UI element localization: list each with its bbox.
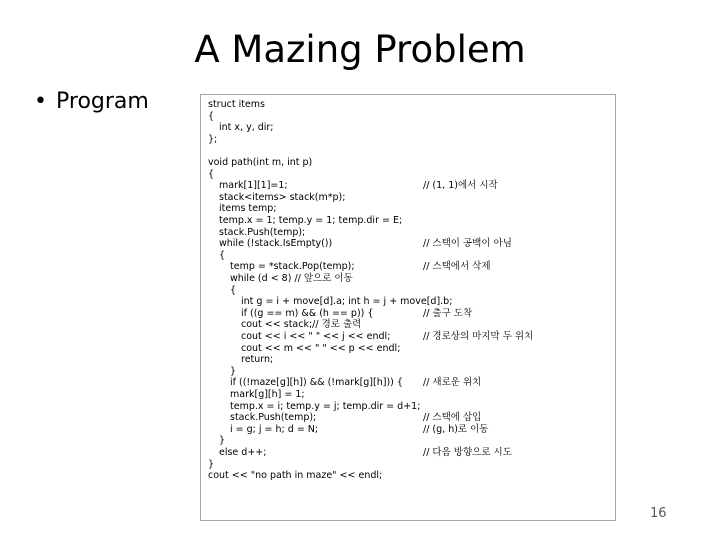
code-comment: // 스택에 삽입 xyxy=(423,412,482,424)
code-listing xyxy=(200,94,616,521)
code-line: stack.Push(temp); xyxy=(230,412,317,424)
code-line: temp.x = 1; temp.y = 1; temp.dir = E; xyxy=(219,215,403,226)
code-line: cout << i << " " << j << endl; xyxy=(241,331,391,342)
bullet-item xyxy=(34,89,149,114)
code-line: cout << "no path in maze" << endl; xyxy=(208,470,383,482)
code-comment: // 출구 도착 xyxy=(423,307,473,319)
code-line: int g = i + move[d].a; int h = j + move[d].b; xyxy=(241,296,453,308)
code-line: if ((!maze[g][h]) && (!mark[g][h])) { xyxy=(230,377,403,389)
code-comment: // (g, h)로 이동 xyxy=(423,423,489,435)
code-comment: // (1, 1)에서 시작 xyxy=(423,180,498,192)
code-line: { xyxy=(230,284,237,296)
bullet-dot-icon: • xyxy=(34,89,47,114)
code-line: return; xyxy=(241,354,274,366)
code-line: temp = *stack.Pop(temp); xyxy=(230,261,355,273)
code-line: { xyxy=(208,168,215,180)
code-line: mark[1][1]=1; xyxy=(219,180,288,192)
code-line: temp.x = i; temp.y = j; temp.dir = d+1; xyxy=(230,400,421,412)
code-line: }; xyxy=(208,133,218,145)
code-line: } xyxy=(230,365,237,377)
code-line: if ((g == m) && (h == p)) { xyxy=(241,307,374,319)
code-line: stack.Push(temp); xyxy=(219,226,306,238)
code-line: else d++; xyxy=(219,447,267,458)
code-comment: // 새로운 위치 xyxy=(423,377,482,389)
code-line: while (d < 8) // 앞으로 이동 xyxy=(230,273,353,284)
code-line: } xyxy=(208,458,215,470)
code-comment: // 스택에서 삭제 xyxy=(423,261,491,273)
bullet-label: Program xyxy=(56,89,149,114)
code-line: struct items xyxy=(208,99,265,110)
code-line: mark[g][h] = 1; xyxy=(230,389,305,400)
code-line: cout << m << " " << p << endl; xyxy=(241,342,401,354)
code-line: { xyxy=(219,249,226,261)
code-comment: // 경로상의 마지막 두 위치 xyxy=(423,331,534,342)
slide-title: A Mazing Problem xyxy=(194,28,526,71)
code-comment: // 다음 방향으로 시도 xyxy=(423,447,512,458)
code-line: i = g; j = h; d = N; xyxy=(230,423,319,435)
code-line: items temp; xyxy=(219,203,277,215)
code-comment: // 스택이 공백이 아님 xyxy=(423,238,512,250)
code-line: while (!stack.IsEmpty()) xyxy=(219,238,333,250)
code-line: int x, y, dir; xyxy=(219,122,274,134)
code-line: void path(int m, int p) xyxy=(208,157,313,168)
code-line: { xyxy=(208,110,215,122)
code-line: cout << stack;// 경로 출력 xyxy=(241,319,362,331)
code-line: } xyxy=(219,435,226,447)
page-number: 16 xyxy=(650,506,667,521)
code-line: stack<items> stack(m*p); xyxy=(219,191,346,203)
